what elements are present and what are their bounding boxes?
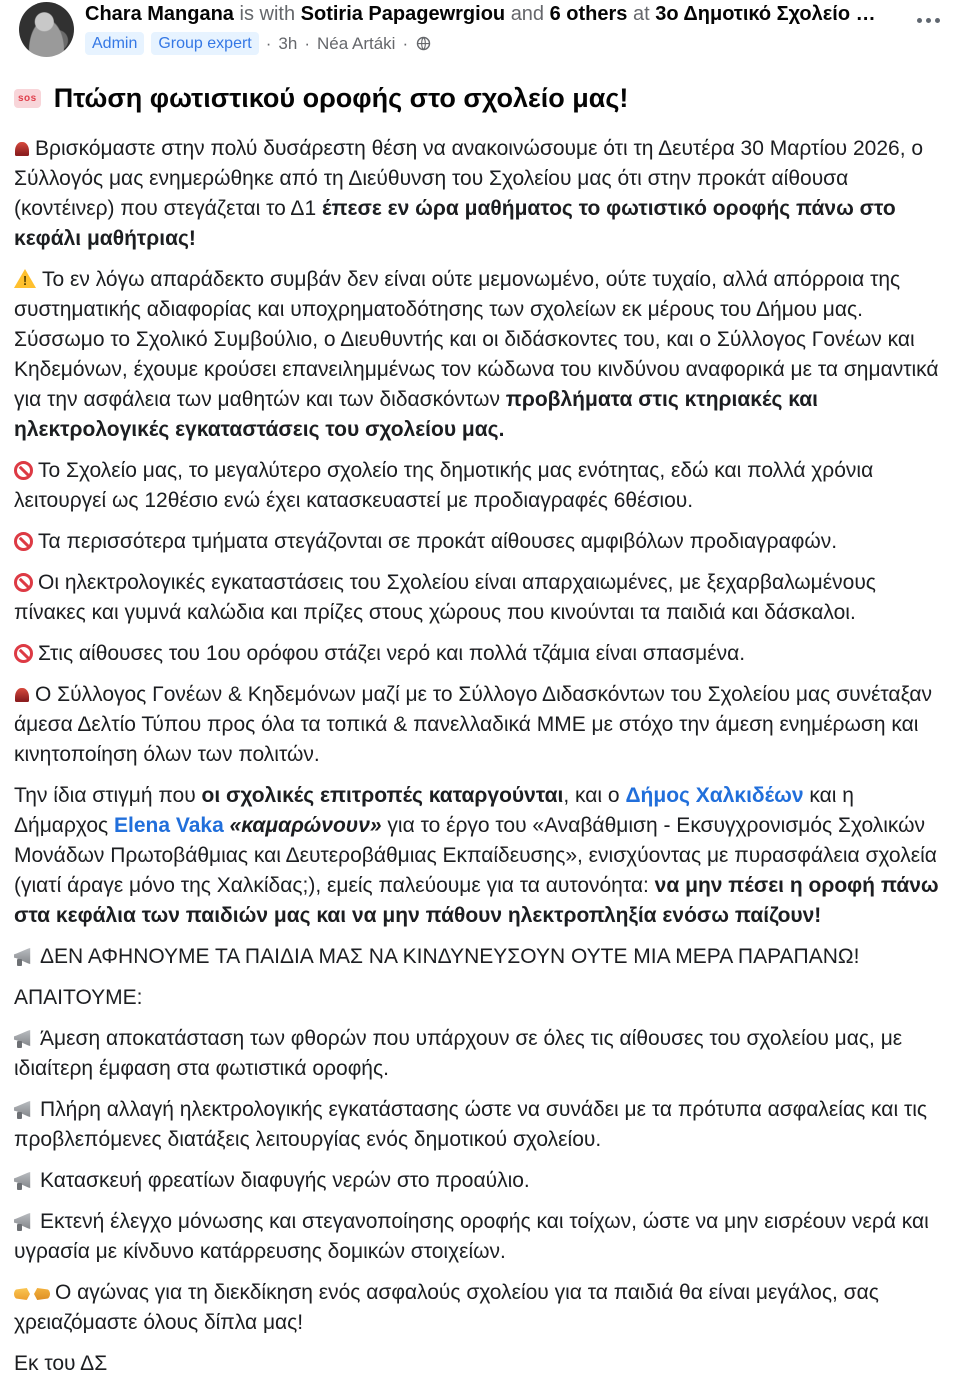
- body-text: Άμεση αποκατάσταση των φθορών που υπάρχουν σε όλες τις αίθουσες του σχολείου μας, με ιδιαίτερη έμφαση στα φωτιστικά οροφής.: [14, 1027, 903, 1080]
- post-options-button[interactable]: [911, 8, 946, 33]
- inline-link[interactable]: Elena Vaka: [114, 814, 224, 837]
- prohibited-icon: [14, 461, 33, 480]
- loudspeaker-icon: [14, 1101, 35, 1119]
- loudspeaker-icon: [14, 1172, 35, 1190]
- meta-separator: ·: [402, 33, 409, 53]
- meta-separator: ·: [304, 33, 311, 53]
- byline-connector: and: [510, 3, 545, 25]
- post-paragraph: [14, 1024, 946, 1084]
- body-text: Το Σχολείο μας, το μεγαλύτερο σχολείο της δημοτικής μας ενότητας, εδώ και πολλά χρόνια λειτουργεί ως 12θέσιο ενώ έχει κατασκευαστεί με προδιαγραφές 6θέσιου.: [14, 459, 874, 512]
- post-title: [0, 81, 960, 115]
- body-text: ΑΠΑΙΤΟΥΜΕ:: [14, 986, 143, 1009]
- bold-text: έπεσε εν ώρα μαθήματος το φωτιστικό οροφής πάνω στο κεφάλι μαθήτριας!: [14, 197, 896, 250]
- post-paragraph: [14, 1207, 946, 1267]
- body-text: Ο αγώνας για τη διεκδίκηση ενός ασφαλούς σχολείου για τα παιδιά θα είναι μεγάλος, σας χρειαζόμαστε όλους δίπλα μας!: [14, 1281, 879, 1334]
- prohibited-icon: [14, 532, 33, 551]
- italic-text: «καμαρώνουν»: [229, 814, 382, 837]
- post-paragraph: [14, 568, 946, 628]
- badge-admin[interactable]: Admin: [85, 32, 144, 55]
- body-text: Τα περισσότερα τμήματα στεγάζονται σε προκάτ αίθουσες αμφιβόλων προδιαγραφών.: [38, 530, 838, 553]
- warning-icon: [14, 268, 37, 288]
- body-text: Το εν λόγω απαράδεκτο συμβάν δεν είναι ούτε μεμονωμένο, ούτε τυχαίο, αλλά απόρροια της συστηματικής αδιαφορίας και υποχρηματοδότησης των σχολείων εκ μέρους του Δήμου μας. Σύσσωμο το Σχολικό Συμβούλιο, ο Διευθυντής και οι διδάσκοντες του, και ο Σύλλογος Γονέων και Κηδεμόνων, έχουμε κρούσει επανειλημμένως τον κώδωνα του κινδύνου αναφορικά με τα σημαντικά για την ασφάλεια των μαθητών και των διδασκόντων: [14, 268, 939, 411]
- post-header: [0, 0, 960, 57]
- fists-icon: [14, 1286, 50, 1301]
- byline-connector: is with: [239, 3, 296, 25]
- byline-connector: at: [633, 3, 650, 25]
- post-byline: [85, 2, 911, 27]
- timestamp[interactable]: 3h: [278, 33, 298, 53]
- post-paragraph: [14, 942, 946, 972]
- body-text: Κατασκευή φρεατίων διαφυγής νερών στο προαύλιο.: [40, 1169, 530, 1192]
- post-paragraph: [14, 680, 946, 770]
- bold-text: να μην πέσει η οροφή πάνω στα κεφάλια των παιδιών μας και να μην πάθουν ηλεκτροπληξία ενόσω παίζουν!: [14, 874, 939, 927]
- post-body: [0, 134, 960, 1379]
- sos-icon: sos: [14, 89, 41, 108]
- prohibited-icon: [14, 573, 33, 592]
- body-text: και η Δήμαρχος: [14, 784, 854, 837]
- siren-icon: [14, 141, 30, 157]
- post-paragraph: [14, 527, 946, 557]
- body-text: Βρισκόμαστε στην πολύ δυσάρεστη θέση να ανακοινώσουμε ότι τη Δευτέρα 30 Μαρτίου 2026, ο Σύλλογός μας ενημερώθηκε από τη Διεύθυνση του Σχολείου μας ότι στην προκάτ αίθουσα (κοντέινερ) που στεγάζεται το Δ1: [14, 137, 924, 220]
- body-text: ΔΕΝ ΑΦΗΝΟΥΜΕ ΤΑ ΠΑΙΔΙΑ ΜΑΣ ΝΑ ΚΙΝΔΥΝΕΥΣΟΥΝ ΟΥΤΕ ΜΙΑ ΜΕΡΑ ΠΑΡΑΠΑΝΩ!: [40, 945, 860, 968]
- bold-text: προβλήματα στις κτηριακές και ηλεκτρολογικές εγκαταστάσεις του σχολείου μας.: [14, 388, 818, 441]
- post-paragraph: [14, 1278, 946, 1338]
- post-paragraph: [14, 1349, 946, 1379]
- post-paragraph: [14, 456, 946, 516]
- post-title-text: Πτώση φωτιστικού οροφής στο σχολείο μας!: [53, 83, 629, 113]
- post-paragraph: [14, 639, 946, 669]
- badge-group-expert[interactable]: Group expert: [151, 32, 258, 55]
- loudspeaker-icon: [14, 948, 35, 966]
- post-paragraph: [14, 1166, 946, 1196]
- post-paragraph: [14, 265, 946, 445]
- body-text: Εκτενή έλεγχο μόνωσης και στεγανοποίησης οροφής και τοίχων, ώστε να μην εισρέουν νερά και υγρασία με κίνδυνο κατάρρευσης δομικών στοιχείων.: [14, 1210, 929, 1263]
- location-link[interactable]: Néa Artáki: [317, 33, 396, 53]
- globe-icon: [416, 36, 431, 51]
- loudspeaker-icon: [14, 1213, 35, 1231]
- header-info: [85, 2, 911, 55]
- body-text: Οι ηλεκτρολογικές εγκαταστάσεις του Σχολείου είναι απαρχαιωμένες, με ξεχαρβαλωμένους πίνακες και γυμνά καλώδια και πρίζες στους χώρους που κινούνται τα παιδιά και δάσκαλοι.: [14, 571, 876, 624]
- others-link[interactable]: 6 others: [549, 3, 628, 25]
- body-text: Εκ του ΔΣ: [14, 1352, 108, 1375]
- post-paragraph: [14, 781, 946, 931]
- post-paragraph: [14, 134, 946, 254]
- author-name[interactable]: Chara Mangana: [85, 3, 234, 25]
- body-text: για το έργο του «Αναβάθμιση - Εκσυγχρονισμός Σχολικών Μονάδων Πρωτοβάθμιας και Δευτεροβάθμιας Εκπαίδευσης», ενισχύοντας με πυρασφάλεια σχολεία (γιατί άραγε μόνο της Χαλκίδας;), εμείς παλεύουμε για τα αυτονόητα:: [14, 814, 937, 897]
- body-text: Στις αίθουσες του 1ου ορόφου στάζει νερό και πολλά τζάμια είναι σπασμένα.: [38, 642, 746, 665]
- place-link[interactable]: 3ο Δημοτικό Σχολείο …: [655, 3, 876, 25]
- body-text: Πλήρη αλλαγή ηλεκτρολογικής εγκατάστασης ώστε να συνάδει με τα πρότυπα ασφαλείας και τις προβλεπόμενες διατάξεις λειτουργίας ενός δημοτικού σχολείου.: [14, 1098, 928, 1151]
- inline-link[interactable]: Δήμος Χαλκιδέων: [625, 784, 804, 807]
- post-paragraph: [14, 983, 946, 1013]
- body-text: , και ο: [563, 784, 626, 807]
- post-meta: [85, 32, 911, 55]
- body-text: Την ίδια στιγμή που: [14, 784, 202, 807]
- post-paragraph: [14, 1095, 946, 1155]
- avatar[interactable]: [19, 2, 74, 57]
- tagged-person[interactable]: Sotiria Papagewrgiou: [300, 3, 506, 25]
- body-text: Ο Σύλλογος Γονέων & Κηδεμόνων μαζί με το Σύλλογο Διδασκόντων του Σχολείου μας συνέταξαν άμεσα Δελτίο Τύπου προς όλα τα τοπικά & πανελλαδικά ΜΜΕ με στόχο την άμεση ενημέρωση και κινητοποίηση όλων των πολιτών.: [14, 683, 933, 766]
- siren-icon: [14, 687, 30, 703]
- meta-separator: ·: [265, 33, 272, 53]
- loudspeaker-icon: [14, 1030, 35, 1048]
- bold-text: οι σχολικές επιτροπές καταργούνται: [201, 784, 564, 807]
- prohibited-icon: [14, 644, 33, 663]
